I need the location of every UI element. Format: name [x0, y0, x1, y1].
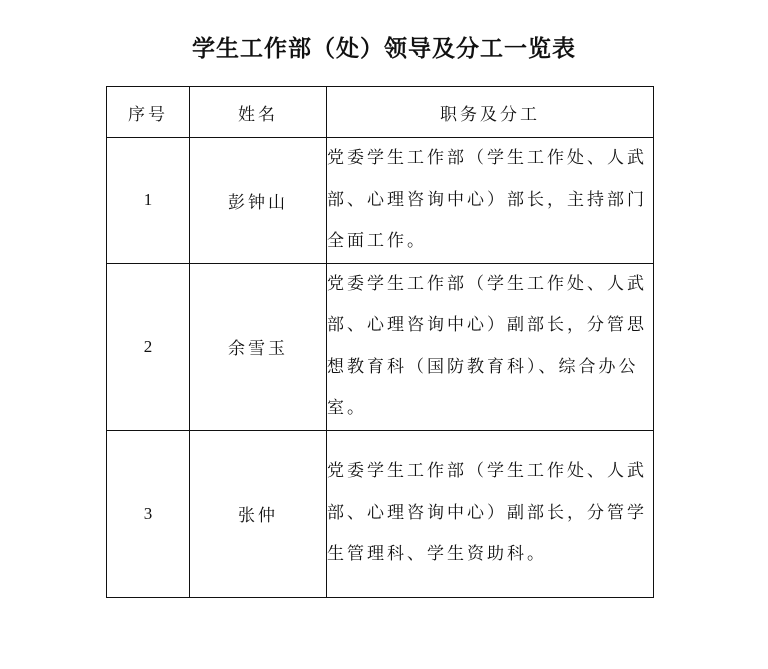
- header-duty: 职务及分工: [327, 87, 654, 138]
- leadership-table: [106, 86, 654, 598]
- row-serial-number: 1: [107, 138, 190, 264]
- row-serial-number: 2: [107, 263, 190, 430]
- table-row: [107, 263, 654, 430]
- row-person-name: 彭钟山: [190, 138, 327, 264]
- table-row: [107, 138, 654, 264]
- row-person-name: 余雪玉: [190, 263, 327, 430]
- table-row: [107, 430, 654, 597]
- row-duty-description: 党委学生工作部（学生工作处、人武部、心理咨询中心）副部长，分管学生管理科、学生资助科。: [327, 430, 654, 597]
- row-serial-number: 3: [107, 430, 190, 597]
- row-duty-description: 党委学生工作部（学生工作处、人武部、心理咨询中心）副部长，分管思想教育科（国防教育科）、综合办公室。: [327, 263, 654, 430]
- header-name: 姓名: [190, 87, 327, 138]
- header-serial-number: 序号: [107, 87, 190, 138]
- table-header-row: [107, 87, 654, 138]
- row-person-name: 张仲: [190, 430, 327, 597]
- document-title: 学生工作部（处）领导及分工一览表: [192, 35, 576, 62]
- row-duty-description: 党委学生工作部（学生工作处、人武部、心理咨询中心）部长，主持部门全面工作。: [327, 138, 654, 264]
